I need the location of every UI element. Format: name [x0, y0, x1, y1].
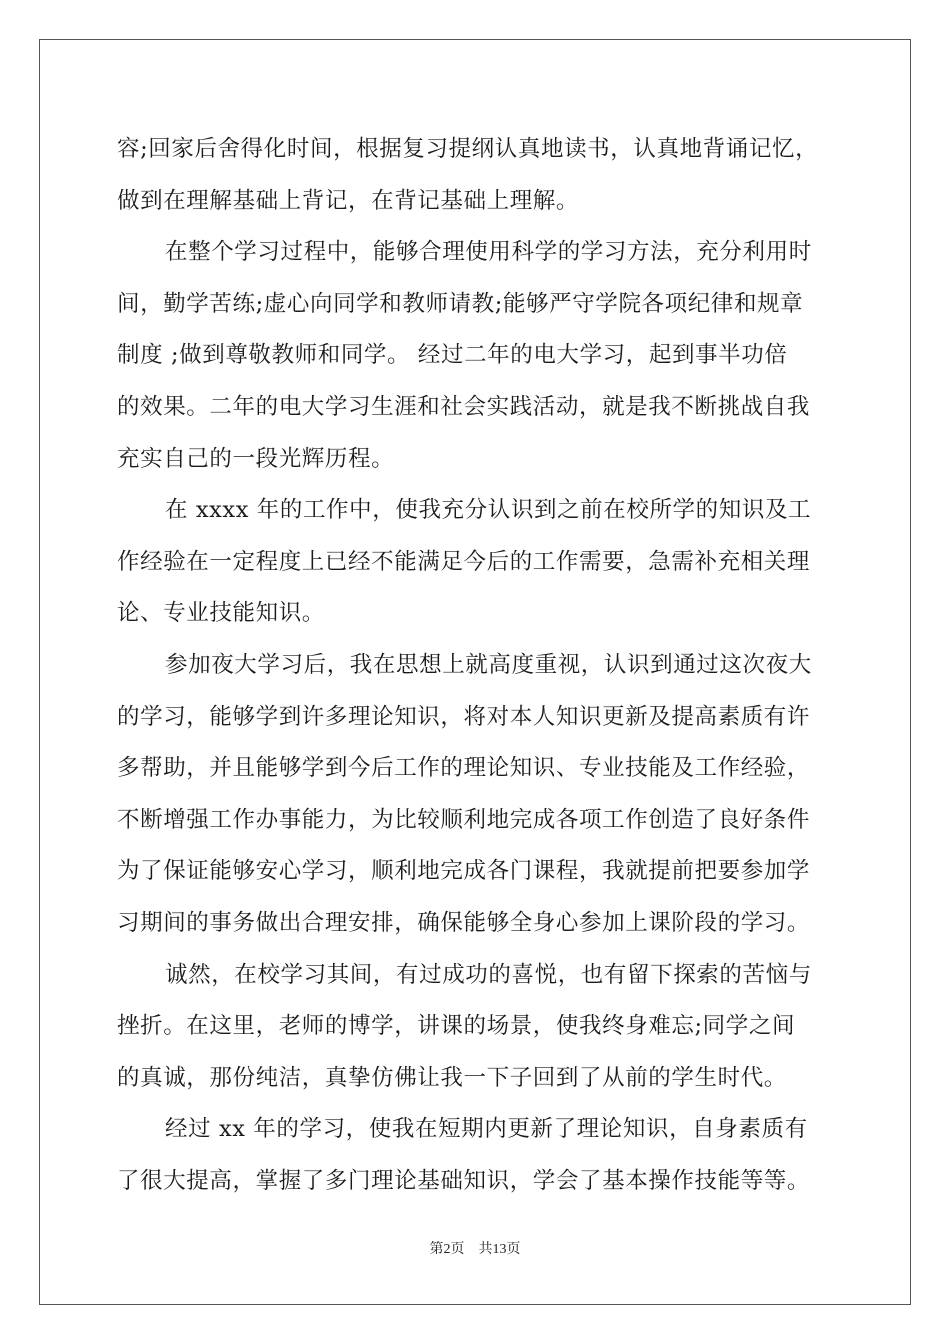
page-footer	[0, 1238, 950, 1258]
body-line: 了很大提高，掌握了多门理论基础知识，学会了基本操作技能等等。	[117, 1167, 811, 1194]
paragraph-start-line: 在整个学习过程中，能够合理使用科学的学习方法，充分利用时	[165, 239, 812, 266]
body-line: 容;回家后舍得化时间，根据复习提纲认真地读书，认真地背诵记忆，	[117, 136, 819, 162]
body-line: 多帮助，并且能够学到今后工作的理论知识、专业技能及工作经验，	[117, 755, 811, 782]
paragraph-start-line: 参加夜大学习后，我在思想上就高度重视，认识到通过这次夜大	[165, 651, 812, 678]
total-pages: 共13页	[478, 1242, 521, 1257]
document-body	[117, 124, 837, 1207]
body-line: 的效果。二年的电大学习生涯和社会实践活动，就是我不断挑战自我	[117, 393, 811, 420]
body-line: 挫折。在这里，老师的博学，讲课的场景，使我终身难忘;同学之间	[117, 1013, 796, 1040]
body-line: 做到在理解基础上背记，在背记基础上理解。	[117, 187, 580, 214]
current-page-number: 第2页	[429, 1242, 465, 1257]
paragraph-start-line: 在 xxxx 年的工作中，使我充分认识到之前在校所学的知识及工	[165, 497, 812, 524]
body-line: 论、专业技能知识。	[117, 600, 325, 627]
body-line: 间，勤学苦练;虚心向同学和教师请教;能够严守学院各项纪律和规章	[117, 290, 804, 317]
body-line: 充实自己的一段光辉历程。	[117, 445, 395, 472]
body-line: 的真诚，那份纯洁，真挚仿佛让我一下子回到了从前的学生时代。	[117, 1064, 787, 1091]
body-line: 为了保证能够安心学习，顺利地完成各门课程，我就提前把要参加学	[117, 858, 811, 885]
body-line: 习期间的事务做出合理安排，确保能够全身心参加上课阶段的学习。	[117, 909, 811, 936]
body-line: 制度 ;做到尊敬教师和同学。 经过二年的电大学习，起到事半功倍	[117, 342, 788, 369]
body-line: 的学习，能够学到许多理论知识，将对本人知识更新及提高素质有许	[117, 703, 811, 730]
paragraph-start-line: 诚然，在校学习其间，有过成功的喜悦，也有留下探索的苦恼与	[165, 961, 812, 988]
body-line: 不断增强工作办事能力，为比较顺利地完成各项工作创造了良好条件	[117, 806, 811, 833]
body-line: 作经验在一定程度上已经不能满足今后的工作需要，急需补充相关理	[117, 548, 811, 575]
paragraph-start-line: 经过 xx 年的学习，使我在短期内更新了理论知识，自身素质有	[165, 1116, 808, 1143]
